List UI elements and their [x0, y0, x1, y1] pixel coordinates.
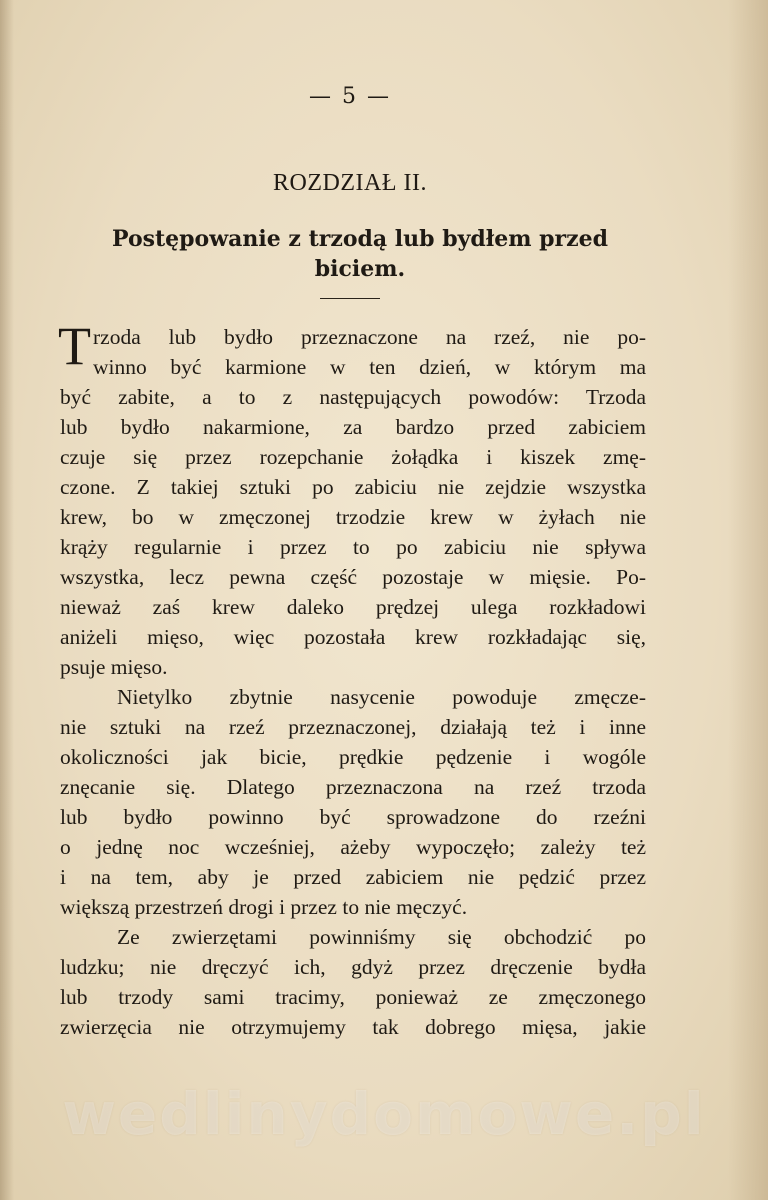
text-line: być zabite, a to z następujących powodów: Trzoda — [60, 385, 646, 409]
section-title — [60, 224, 660, 284]
text-line: czone. Z takiej sztuki po zabiciu nie zejdzie wszystka — [60, 475, 646, 499]
section-title-line: biciem. — [314, 256, 406, 282]
paragraph — [60, 922, 646, 1042]
text-line: winno być karmione w ten dzień, w którym ma — [93, 355, 646, 379]
text-line: okoliczności jak bicie, prędkie pędzenie i wogóle — [60, 745, 646, 769]
text-line: zwierzęcia nie otrzymujemy tak dobrego mięsa, jakie — [60, 1015, 646, 1039]
text-line: lub bydło nakarmione, za bardzo przed zabiciem — [60, 415, 646, 439]
text-line: lub trzody sami tracimy, ponieważ ze zmęczonego — [60, 985, 646, 1009]
text-line: znęcanie się. Dlatego przeznaczona na rzeź trzoda — [60, 775, 646, 799]
text-line: krew, bo w zmęczonej trzodzie krew w żyłach nie — [60, 505, 646, 529]
text-line: ludzku; nie dręczyć ich, gdyż przez dręczenie bydła — [60, 955, 646, 979]
text-line: o jednę noc wcześniej, ażeby wypoczęło; zależy też — [60, 835, 646, 859]
text-line: aniżeli mięso, więc pozostała krew rozkładając się, — [60, 625, 646, 649]
text-line: lub bydło powinno być sprowadzone do rzeźni — [60, 805, 646, 829]
body-text — [58, 316, 646, 1042]
text-line: krąży regularnie i przez to po zabiciu nie spływa — [60, 535, 646, 559]
title-divider — [320, 298, 380, 299]
paragraph — [58, 316, 646, 682]
section-title-line: Postępowanie z trzodą lub bydłem przed — [112, 226, 608, 252]
page-edge-shadow — [728, 0, 768, 1200]
watermark: wedlinydomowe.pl — [62, 1080, 706, 1148]
text-line: nieważ zaś krew daleko prędzej ulega rozkładowi — [60, 595, 646, 619]
text-line: Nietylko zbytnie nasycenie powoduje zmęcze- — [117, 685, 646, 709]
text-line: i na tem, aby je przed zabiciem nie pędzić przez — [60, 865, 646, 889]
text-line: rzoda lub bydło przeznaczone na rzeź, nie po- — [93, 325, 646, 349]
text-line: Ze zwierzętami powinniśmy się obchodzić po — [117, 925, 646, 949]
page-number: — 5 — — [309, 84, 391, 109]
chapter-heading: ROZDZIAŁ II. — [273, 170, 427, 196]
text-line: czuje się przez rozepchanie żołądka i kiszek zmę- — [60, 445, 646, 469]
text-line: wszystka, lecz pewna część pozostaje w mięsie. Po- — [60, 565, 646, 589]
text-line: większą przestrzeń drogi i przez to nie męczyć. — [60, 895, 468, 919]
drop-cap: T — [58, 316, 91, 376]
paragraph — [60, 682, 646, 922]
text-line: nie sztuki na rzeź przeznaczonej, działają też i inne — [60, 715, 646, 739]
text-line: psuje mięso. — [60, 655, 168, 679]
